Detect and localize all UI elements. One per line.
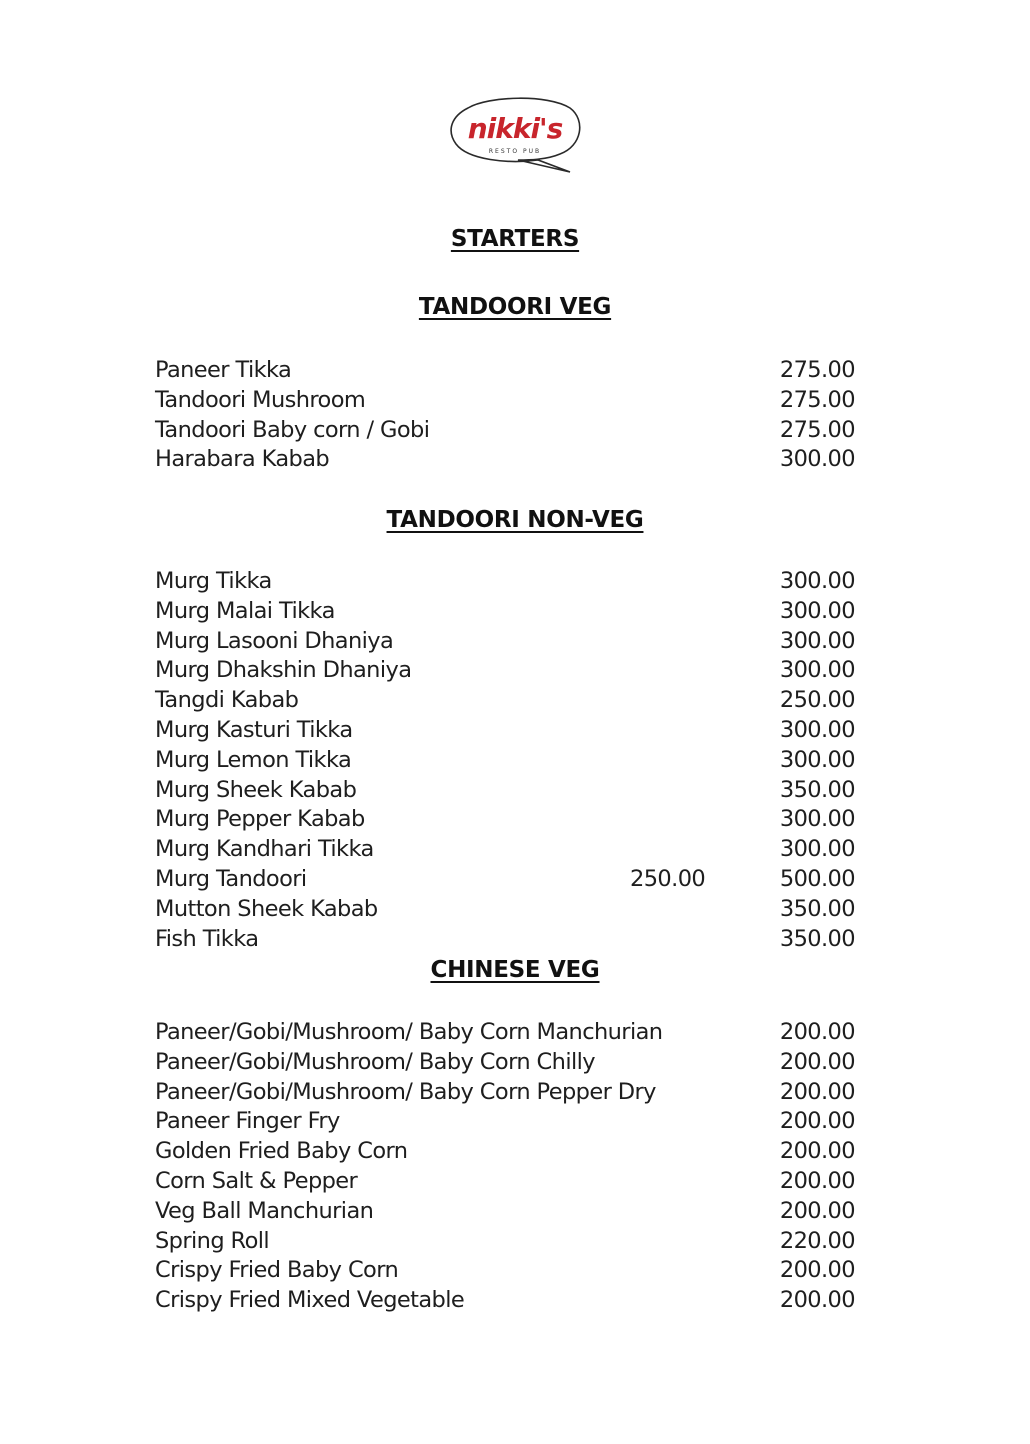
- item-name: Veg Ball Manchurian: [155, 1197, 374, 1224]
- item-price: 275.00: [779, 357, 855, 383]
- item-price: 250.00: [779, 687, 855, 714]
- item-name: Tangdi Kabab: [155, 687, 299, 714]
- item-price: 300.00: [779, 806, 855, 833]
- item-price: 200.00: [779, 1108, 855, 1135]
- item-name: Tandoori Mushroom: [155, 386, 366, 413]
- item-name: Crispy Fried Baby Corn: [155, 1257, 399, 1284]
- item-name: Paneer Finger Fry: [155, 1108, 340, 1135]
- item-name: Crispy Fried Mixed Vegetable: [155, 1287, 465, 1314]
- menu-list-tandoori-veg: [155, 356, 855, 475]
- section-title-chinese-veg: CHINESE VEG: [430, 957, 600, 983]
- item-name: Fish Tikka: [155, 925, 259, 952]
- item-name: Paneer/Gobi/Mushroom/ Baby Corn Manchurian: [155, 1019, 663, 1045]
- item-price: 350.00: [779, 895, 855, 922]
- menu-item: [155, 1256, 855, 1286]
- item-price: 200.00: [779, 1138, 855, 1165]
- menu-item: [155, 835, 855, 865]
- menu-item: [155, 597, 855, 627]
- menu-item: [155, 805, 855, 835]
- item-price: 200.00: [779, 1197, 855, 1224]
- item-name: Paneer Tikka: [155, 357, 292, 383]
- menu-item: [155, 445, 855, 475]
- menu-item: [155, 895, 855, 925]
- menu-item: [155, 1167, 855, 1197]
- item-price: 275.00: [779, 416, 855, 443]
- item-name: Corn Salt & Pepper: [155, 1167, 358, 1194]
- menu-item: [155, 627, 855, 657]
- menu-item: [155, 1137, 855, 1167]
- menu-list-tandoori-non-veg: [155, 567, 855, 954]
- item-name: Murg Tikka: [155, 568, 272, 594]
- item-name: Murg Lemon Tikka: [155, 746, 352, 773]
- item-name: Mutton Sheek Kabab: [155, 895, 378, 922]
- item-price: 300.00: [779, 746, 855, 773]
- item-price: 300.00: [779, 446, 855, 473]
- item-price: 220.00: [779, 1227, 855, 1254]
- item-name: Murg Pepper Kabab: [155, 806, 365, 833]
- item-price: 500.00: [779, 865, 855, 892]
- item-name: Murg Lasooni Dhaniya: [155, 627, 394, 654]
- item-price: 200.00: [779, 1078, 855, 1105]
- item-name: Murg Sheek Kabab: [155, 776, 357, 803]
- item-price: 275.00: [779, 386, 855, 413]
- page-title: STARTERS: [450, 226, 580, 252]
- item-half-price: 250.00: [630, 865, 706, 892]
- item-price: 350.00: [779, 776, 855, 803]
- menu-item: [155, 686, 855, 716]
- menu-item: [155, 567, 855, 597]
- menu-item: [155, 1078, 855, 1108]
- menu-list-chinese-veg: [155, 1018, 855, 1316]
- item-price: 200.00: [779, 1287, 855, 1314]
- item-price: 300.00: [779, 836, 855, 863]
- item-price: 200.00: [779, 1167, 855, 1194]
- menu-item: [155, 716, 855, 746]
- menu-item: [155, 1286, 855, 1316]
- item-price: 300.00: [779, 657, 855, 684]
- item-name: Paneer/Gobi/Mushroom/ Baby Corn Pepper Dry: [155, 1078, 656, 1105]
- menu-item: [155, 1107, 855, 1137]
- item-price: 200.00: [779, 1019, 855, 1045]
- item-price: 300.00: [779, 597, 855, 624]
- item-name: Murg Kandhari Tikka: [155, 836, 374, 863]
- item-name: Spring Roll: [155, 1227, 270, 1254]
- item-name: Murg Dhakshin Dhaniya: [155, 657, 412, 684]
- item-price: 300.00: [779, 568, 855, 594]
- menu-item: [155, 1018, 855, 1048]
- menu-item: [155, 356, 855, 386]
- menu-item: [155, 1048, 855, 1078]
- item-name: Harabara Kabab: [155, 446, 330, 473]
- logo-wordmark: nikki's: [467, 112, 563, 145]
- menu-item: [155, 386, 855, 416]
- item-name: Murg Kasturi Tikka: [155, 716, 353, 743]
- restaurant-logo: [448, 94, 582, 176]
- menu-item: [155, 865, 855, 895]
- item-name: Tandoori Baby corn / Gobi: [155, 416, 430, 443]
- menu-item: [155, 776, 855, 806]
- menu-item: [155, 656, 855, 686]
- section-title-tandoori-veg: TANDOORI VEG: [418, 294, 612, 320]
- item-price: 350.00: [779, 925, 855, 952]
- menu-item: [155, 746, 855, 776]
- logo-tagline: RESTO PUB: [488, 148, 542, 155]
- menu-item: [155, 416, 855, 446]
- item-name: Murg Tandoori: [155, 865, 307, 892]
- item-name: Golden Fried Baby Corn: [155, 1138, 408, 1165]
- menu-item: [155, 925, 855, 955]
- menu-item: [155, 1227, 855, 1257]
- item-price: 300.00: [779, 716, 855, 743]
- menu-item: [155, 1197, 855, 1227]
- item-name: Murg Malai Tikka: [155, 597, 335, 624]
- item-price: 200.00: [779, 1048, 855, 1075]
- item-price: 300.00: [779, 627, 855, 654]
- item-name: Paneer/Gobi/Mushroom/ Baby Corn Chilly: [155, 1048, 595, 1075]
- item-price: 200.00: [779, 1257, 855, 1284]
- section-title-tandoori-non-veg: TANDOORI NON-VEG: [386, 507, 644, 533]
